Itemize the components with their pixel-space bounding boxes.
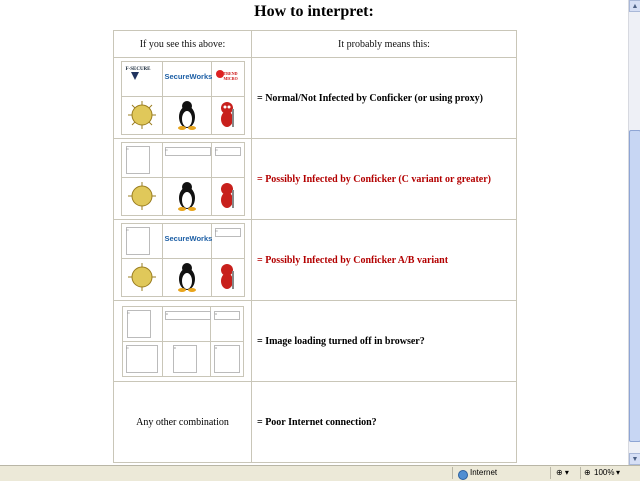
meaning-cell: = Possibly Infected by Conficker A/B variant [252,220,517,301]
zone-label: Internet [470,468,498,477]
image-grid-cell [114,139,252,220]
scroll-down-icon[interactable]: ▼ [629,453,640,465]
openbsd-puffer-icon [121,259,162,297]
meaning-cell: = Image loading turned off in browser? [252,301,517,382]
image-grid-cell [114,301,252,382]
zoom-dropdown-icon[interactable]: ▾ [616,468,621,477]
protected-mode-icon[interactable]: ⊕ ▾ [556,468,569,477]
freebsd-daemon-icon [211,178,244,216]
status-bar [0,465,640,481]
meaning-cell: = Poor Internet connection? [252,382,517,463]
secureworks-logo: SecureWorks [162,62,211,97]
status-divider [452,467,453,479]
image-grid [122,306,244,377]
broken-image-icon: ▫ [211,143,244,178]
broken-image-icon: ▫ [162,306,210,341]
zoom-level[interactable]: 100% [594,468,615,477]
meaning-cell: = Possibly Infected by Conficker (C variant or greater) [252,139,517,220]
table-row [114,382,517,463]
broken-image-icon: ▫ [211,224,244,259]
image-grid [121,223,245,297]
broken-image-icon: ▫ [162,143,211,178]
trend-ball-icon [216,70,224,78]
broken-image-icon: ▫ [122,341,162,376]
linux-tux-icon [162,178,211,216]
header-left: If you see this above: [114,31,252,58]
broken-image-icon: ▫ [162,341,210,376]
fsecure-logo: F-SECURE [121,62,162,97]
linux-tux-icon [162,259,211,297]
broken-image-icon: ▫ [121,224,162,259]
page-title: How to interpret: [254,3,374,20]
table-row [114,58,517,139]
status-divider [580,467,581,479]
image-grid-cell [114,58,252,139]
table-row [114,139,517,220]
other-combination-cell: Any other combination [114,382,252,463]
status-divider [550,467,551,479]
interpretation-table [113,30,517,463]
meaning-cell: = Normal/Not Infected by Conficker (or using proxy) [252,58,517,139]
table-row [114,220,517,301]
zoom-icon[interactable]: ⊕ [584,468,591,477]
linux-tux-icon [162,97,211,135]
table-row [114,301,517,382]
openbsd-puffer-icon [121,178,162,216]
image-grid-cell [114,220,252,301]
table-header-row [114,31,517,58]
image-grid [121,61,245,135]
header-right: It probably means this: [252,31,517,58]
openbsd-puffer-icon [121,97,162,135]
trendmicro-logo: TREND MICRO [211,62,244,97]
broken-image-icon: ▫ [211,341,243,376]
freebsd-daemon-icon [211,259,244,297]
broken-image-icon: ▫ [122,306,162,341]
scroll-up-icon[interactable]: ▲ [629,0,640,12]
broken-image-icon: ▫ [121,143,162,178]
secureworks-logo: SecureWorks [162,224,211,259]
image-grid [121,142,245,216]
vertical-scrollbar[interactable] [628,0,640,465]
broken-image-icon: ▫ [211,306,243,341]
scroll-thumb[interactable] [629,130,640,442]
freebsd-daemon-icon [211,97,244,135]
